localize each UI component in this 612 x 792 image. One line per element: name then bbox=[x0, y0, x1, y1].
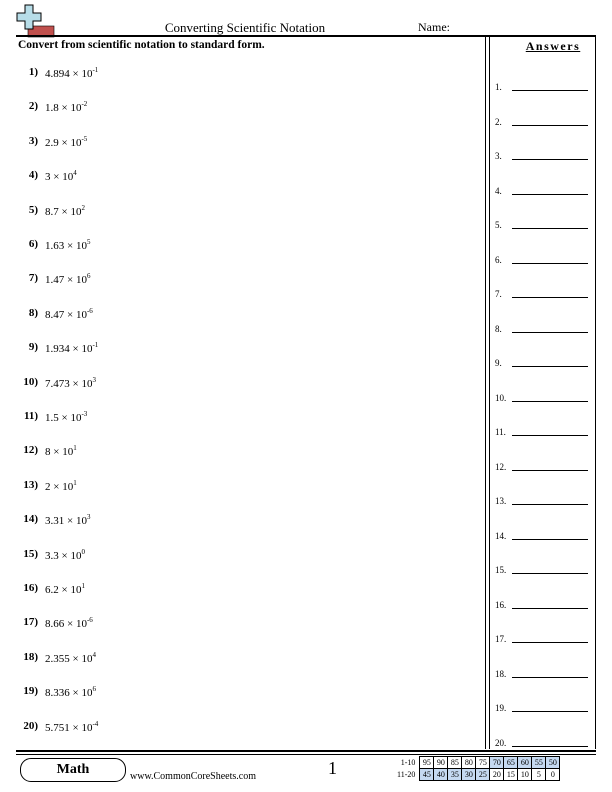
answer-number: 15. bbox=[495, 565, 507, 575]
answer-blank[interactable] bbox=[495, 632, 595, 644]
problem-number: 20) bbox=[23, 719, 38, 732]
answer-line[interactable] bbox=[512, 332, 588, 333]
answer-line[interactable] bbox=[512, 746, 588, 747]
answer-blank[interactable] bbox=[495, 184, 595, 196]
answer-blank[interactable] bbox=[495, 529, 595, 541]
score-cell: 90 bbox=[434, 757, 448, 769]
page-number: 1 bbox=[328, 758, 337, 778]
answer-number: 11. bbox=[495, 427, 506, 437]
problem-exponent: 1 bbox=[73, 478, 77, 487]
answer-number: 20. bbox=[495, 737, 507, 748]
score-cell: 95 bbox=[420, 757, 434, 769]
problem-mantissa: 8.66 × 10 bbox=[45, 618, 87, 631]
problem-number: 4) bbox=[28, 169, 38, 182]
problem-number: 10) bbox=[23, 375, 38, 388]
answer-number: 5. bbox=[495, 220, 502, 230]
problem-mantissa: 1.5 × 10 bbox=[45, 412, 82, 424]
score-cell: 15 bbox=[504, 769, 518, 781]
problem-expression bbox=[45, 66, 98, 80]
answer-blank[interactable] bbox=[495, 218, 595, 230]
footer-rule bbox=[16, 750, 596, 752]
problem-mantissa: 7.473 × 10 bbox=[45, 377, 93, 390]
problem-exponent: 2 bbox=[81, 203, 85, 212]
problem-mantissa: 8 × 10 bbox=[45, 446, 74, 459]
answer-line[interactable] bbox=[512, 159, 588, 160]
score-cell: 20 bbox=[490, 769, 504, 781]
score-cell: 5 bbox=[532, 769, 546, 781]
problem-exponent: 3 bbox=[92, 375, 96, 384]
problem-expression bbox=[45, 548, 85, 562]
problem-exponent: 5 bbox=[86, 238, 91, 246]
score-cell: 25 bbox=[476, 769, 490, 781]
problem-expression bbox=[45, 169, 77, 183]
answer-line[interactable] bbox=[512, 401, 588, 402]
problem-expression bbox=[45, 444, 77, 458]
answer-line[interactable] bbox=[512, 677, 588, 678]
score-cell: 80 bbox=[462, 757, 476, 769]
answer-blank[interactable] bbox=[495, 322, 595, 334]
problem-expression bbox=[45, 238, 90, 252]
answer-blank[interactable] bbox=[495, 598, 595, 610]
problem-mantissa: 5.751 × 10 bbox=[45, 721, 93, 734]
answer-line[interactable] bbox=[512, 194, 588, 195]
answer-blank[interactable] bbox=[495, 391, 595, 403]
problem-expression bbox=[45, 616, 93, 630]
answer-blank[interactable] bbox=[495, 253, 595, 265]
score-cell: 55 bbox=[532, 757, 546, 769]
problem-mantissa: 1.8 × 10 bbox=[45, 102, 82, 115]
answer-line[interactable] bbox=[512, 435, 588, 436]
problem-exponent: -2 bbox=[81, 100, 88, 109]
problem-exponent: 3 bbox=[86, 513, 91, 522]
problem-number: 7) bbox=[28, 272, 38, 285]
score-row bbox=[395, 769, 560, 781]
problem-mantissa: 1.47 × 10 bbox=[45, 274, 87, 287]
score-cell: 65 bbox=[504, 757, 518, 769]
answer-number: 16. bbox=[495, 599, 507, 610]
answer-blank[interactable] bbox=[495, 80, 595, 92]
answers-divider bbox=[485, 36, 486, 749]
problem-number: 5) bbox=[28, 203, 38, 216]
problem-number: 13) bbox=[23, 478, 38, 491]
problem-mantissa: 1.934 × 10 bbox=[45, 343, 93, 356]
answer-number: 9. bbox=[495, 358, 502, 368]
answer-number: 10. bbox=[495, 392, 507, 403]
answer-number: 19. bbox=[495, 703, 507, 713]
problem-number: 2) bbox=[28, 100, 38, 113]
answer-number: 8. bbox=[495, 323, 502, 334]
problem-mantissa: 3.31 × 10 bbox=[45, 515, 87, 528]
answer-line[interactable] bbox=[512, 470, 588, 471]
problem-mantissa: 2 × 10 bbox=[45, 480, 74, 493]
answer-blank[interactable] bbox=[495, 149, 595, 161]
instructions: Convert from scientific notation to standard form. bbox=[18, 39, 265, 51]
problem-number: 17) bbox=[23, 616, 38, 629]
problem-number: 15) bbox=[23, 547, 38, 560]
answer-number: 4. bbox=[495, 185, 502, 196]
answer-blank[interactable] bbox=[495, 667, 595, 679]
problem-number: 14) bbox=[23, 513, 38, 526]
problem-number: 8) bbox=[28, 306, 38, 319]
problem-number: 9) bbox=[28, 341, 38, 354]
problem-number: 12) bbox=[23, 444, 38, 457]
answer-line[interactable] bbox=[512, 573, 588, 574]
answer-number: 14. bbox=[495, 530, 507, 541]
answer-number: 18. bbox=[495, 668, 507, 679]
answer-line[interactable] bbox=[512, 263, 588, 264]
answer-line[interactable] bbox=[512, 504, 588, 505]
problem-mantissa: 4.894 × 10 bbox=[45, 68, 93, 80]
answer-blank[interactable] bbox=[495, 115, 595, 127]
answer-line[interactable] bbox=[512, 366, 588, 367]
answer-line[interactable] bbox=[512, 711, 588, 712]
problem-exponent: 4 bbox=[73, 169, 77, 178]
problem-expression bbox=[45, 135, 87, 149]
site-url: www.CommonCoreSheets.com bbox=[130, 771, 257, 782]
score-cell: 50 bbox=[546, 757, 560, 769]
score-cell: 60 bbox=[518, 757, 532, 769]
problem-mantissa: 6.2 × 10 bbox=[45, 584, 82, 596]
problem-mantissa: 3.3 × 10 bbox=[45, 549, 82, 562]
problem-expression bbox=[45, 513, 90, 527]
score-cell: 70 bbox=[490, 757, 504, 769]
answer-blank[interactable] bbox=[495, 356, 595, 368]
score-row bbox=[395, 757, 560, 769]
answer-blank[interactable] bbox=[495, 563, 595, 575]
problem-exponent: 0 bbox=[81, 547, 85, 556]
problem-mantissa: 8.47 × 10 bbox=[45, 308, 87, 321]
problem-expression bbox=[45, 272, 90, 286]
problem-expression bbox=[45, 720, 98, 734]
header-rule bbox=[16, 35, 596, 37]
score-row-label: 11-20 bbox=[397, 770, 416, 779]
problem-expression bbox=[45, 341, 98, 355]
problem-exponent: 1 bbox=[81, 582, 85, 590]
answer-blank[interactable] bbox=[495, 287, 595, 299]
problem-number: 16) bbox=[23, 582, 38, 594]
problem-exponent: 4 bbox=[92, 650, 96, 659]
answer-blank[interactable] bbox=[495, 425, 595, 437]
answer-number: 2. bbox=[495, 116, 502, 127]
problem-exponent: -4 bbox=[92, 719, 99, 728]
problem-number: 19) bbox=[23, 685, 38, 698]
problem-number: 18) bbox=[23, 650, 38, 663]
answer-number: 3. bbox=[495, 151, 502, 161]
problem-mantissa: 8.336 × 10 bbox=[45, 687, 93, 700]
footer-rule-thin bbox=[16, 754, 596, 755]
name-label: Name: bbox=[418, 20, 450, 34]
problem-mantissa: 2.9 × 10 bbox=[45, 136, 82, 149]
answer-line[interactable] bbox=[512, 608, 588, 609]
problem-expression bbox=[45, 307, 93, 321]
answer-line[interactable] bbox=[512, 90, 588, 91]
answer-blank[interactable] bbox=[495, 460, 595, 472]
answer-line[interactable] bbox=[512, 228, 588, 229]
answer-blank[interactable] bbox=[495, 701, 595, 713]
worksheet-title: Converting Scientific Notation bbox=[164, 20, 326, 35]
problem-number: 3) bbox=[28, 134, 38, 147]
problem-exponent: -1 bbox=[92, 341, 99, 350]
score-cell: 10 bbox=[518, 769, 532, 781]
problem-expression bbox=[45, 582, 85, 596]
problem-expression bbox=[45, 100, 87, 114]
problem-mantissa: 2.355 × 10 bbox=[45, 652, 93, 665]
problem-expression bbox=[45, 376, 96, 390]
answer-number: 6. bbox=[495, 254, 502, 265]
problem-number: 11) bbox=[23, 410, 38, 422]
problem-exponent: 6 bbox=[92, 685, 96, 694]
score-table bbox=[395, 756, 560, 781]
problem-exponent: 1 bbox=[73, 444, 77, 453]
problem-number: 6) bbox=[28, 238, 38, 250]
problem-expression bbox=[45, 479, 77, 493]
answer-line[interactable] bbox=[512, 125, 588, 126]
problem-exponent: -1 bbox=[92, 66, 99, 74]
problem-expression bbox=[45, 204, 85, 218]
score-cell: 40 bbox=[434, 769, 448, 781]
problem-exponent: 6 bbox=[86, 272, 91, 281]
score-cell: 0 bbox=[546, 769, 560, 781]
problem-exponent: -5 bbox=[81, 134, 88, 143]
problem-number: 1) bbox=[28, 66, 38, 78]
answer-line[interactable] bbox=[512, 642, 588, 643]
problem-mantissa: 3 × 10 bbox=[45, 171, 74, 184]
answers-title: Answers bbox=[525, 39, 581, 53]
score-cell: 85 bbox=[448, 757, 462, 769]
problem-exponent: -6 bbox=[86, 616, 93, 625]
answer-number: 7. bbox=[495, 289, 502, 299]
answer-number: 17. bbox=[495, 634, 507, 644]
problem-exponent: -6 bbox=[86, 306, 93, 315]
answer-number: 13. bbox=[495, 496, 507, 506]
problem-mantissa: 8.7 × 10 bbox=[45, 205, 82, 218]
answer-number: 12. bbox=[495, 461, 507, 472]
score-cell: 45 bbox=[420, 769, 434, 781]
answer-blank[interactable] bbox=[495, 736, 595, 748]
problem-mantissa: 1.63 × 10 bbox=[45, 240, 87, 252]
score-cell: 30 bbox=[462, 769, 476, 781]
subject-badge: Math bbox=[20, 758, 126, 782]
answer-line[interactable] bbox=[512, 539, 588, 540]
problem-expression bbox=[45, 651, 96, 665]
answers-divider bbox=[489, 36, 490, 749]
answer-line[interactable] bbox=[512, 297, 588, 298]
problem-expression bbox=[45, 410, 87, 424]
answer-number: 1. bbox=[495, 82, 502, 92]
score-cell: 35 bbox=[448, 769, 462, 781]
answers-border bbox=[595, 36, 596, 749]
problem-expression bbox=[45, 685, 96, 699]
answer-blank[interactable] bbox=[495, 494, 595, 506]
problem-exponent: -3 bbox=[81, 410, 88, 418]
score-cell: 75 bbox=[476, 757, 490, 769]
score-row-label: 1-10 bbox=[400, 758, 416, 767]
